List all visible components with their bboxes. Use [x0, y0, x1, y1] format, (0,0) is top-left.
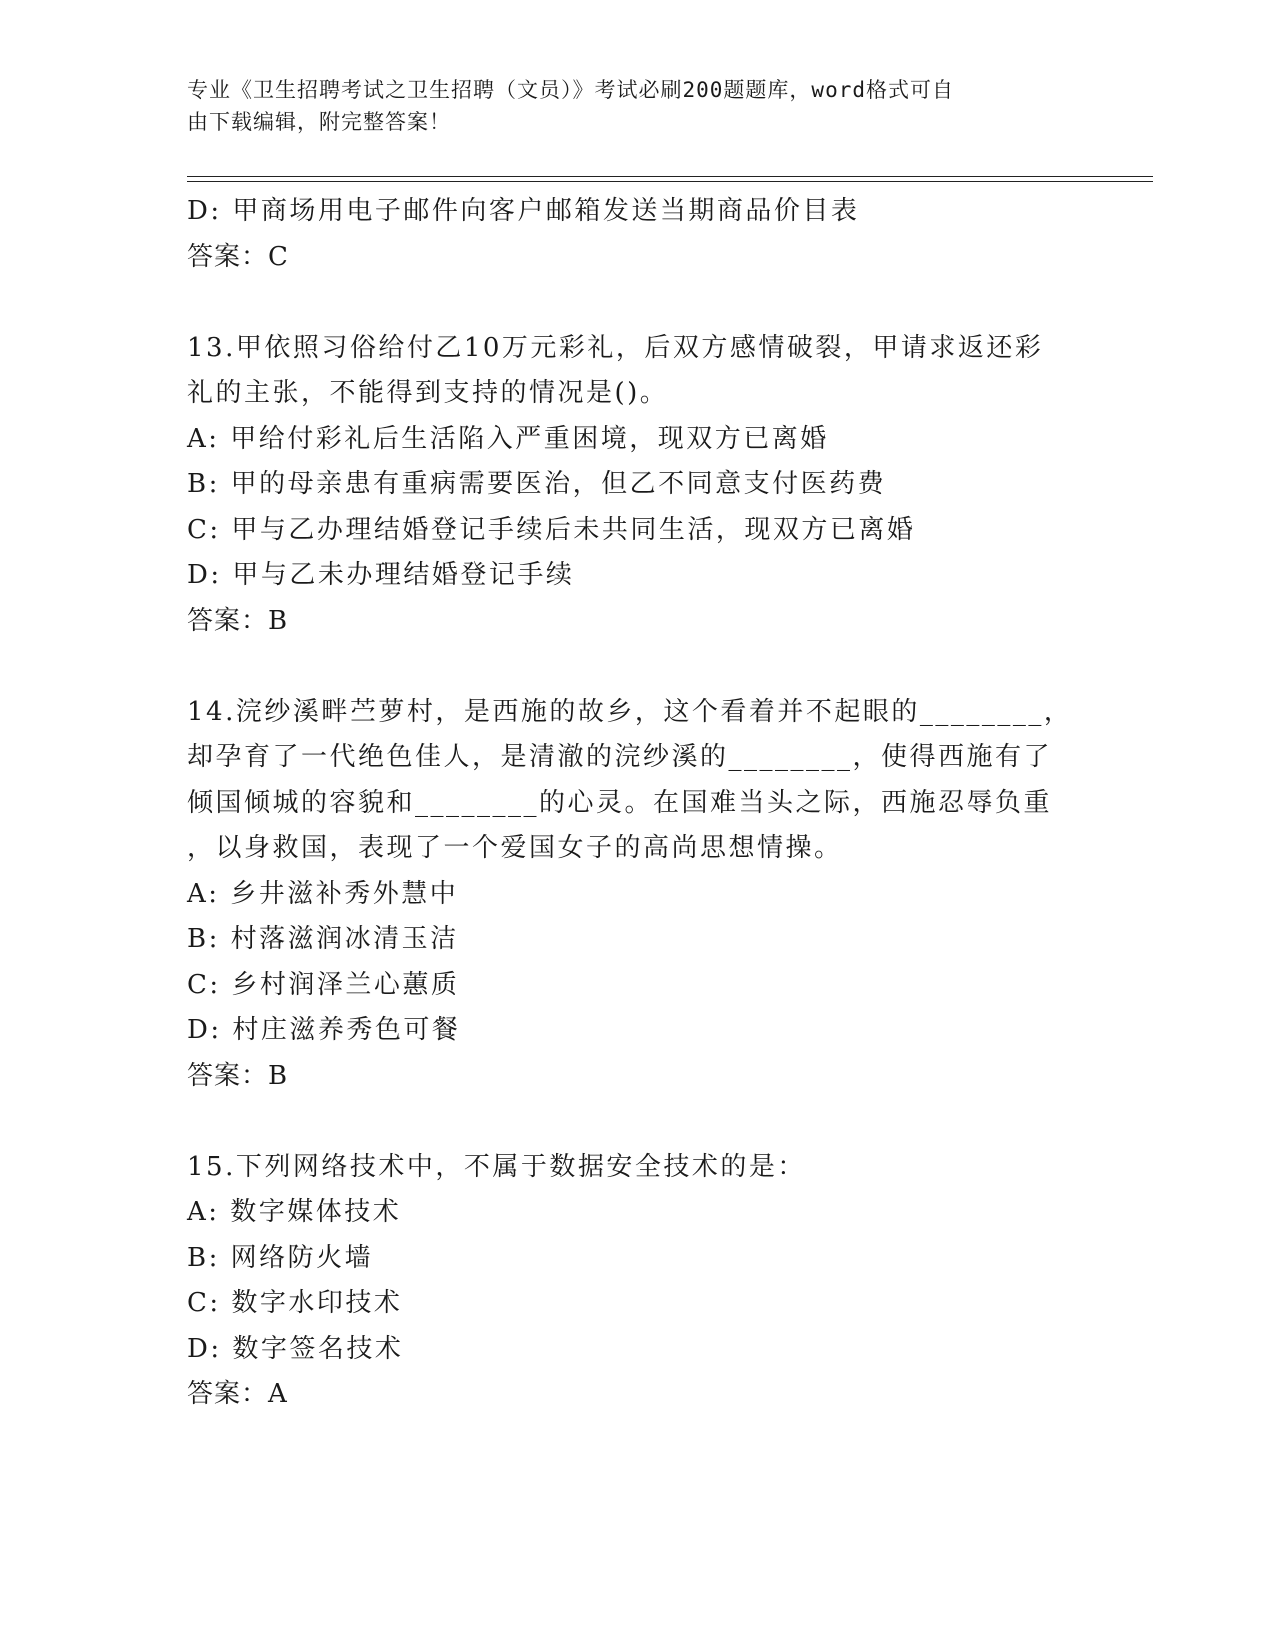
question-stem-line: 倾国倾城的容貌和________的心灵。在国难当头之际，西施忍辱负重: [187, 787, 1053, 818]
question-13: [187, 326, 1087, 645]
question-stem-line: 15.下列网络技术中，不属于数据安全技术的是：: [187, 1151, 806, 1182]
option-d: D: 甲商场用电子邮件向客户邮箱发送当期商品价目表: [187, 196, 860, 226]
prev-question-tail: [187, 189, 1087, 280]
option-a: A: 乡井滋补秀外慧中: [187, 878, 459, 909]
question-stem-line: 13.甲依照习俗给付乙10万元彩礼，后双方感情破裂，甲请求返还彩: [187, 332, 1044, 363]
option-a: A: 甲给付彩礼后生活陷入严重困境，现双方已离婚: [187, 423, 829, 454]
question-stem-line: ，以身救国，表现了一个爱国女子的高尚思想情操。: [187, 833, 843, 863]
option-b: B: 网络防火墙: [187, 1242, 374, 1273]
question-15: [187, 1145, 1087, 1418]
answer-line: 答案：B: [187, 1060, 289, 1091]
header-line-2: 由下载编辑，附完整答案！: [187, 110, 451, 134]
header-divider-bottom: [187, 181, 1153, 182]
answer-line: 答案：C: [187, 241, 289, 272]
header-line-1: 专业《卫生招聘考试之卫生招聘（文员）》考试必刷200题题库，word格式可自: [187, 78, 954, 102]
option-d: D: 数字签名技术: [187, 1333, 404, 1364]
option-c: C: 甲与乙办理结婚登记手续后未共同生活，现双方已离婚: [187, 514, 916, 545]
document-header-note: [187, 74, 1067, 138]
question-stem-line: 却孕育了一代绝色佳人，是清澈的浣纱溪的________，使得西施有了: [187, 742, 1053, 772]
option-c: C: 乡村润泽兰心蕙质: [187, 969, 460, 1000]
answer-line: 答案：A: [187, 1379, 288, 1409]
option-b: B: 甲的母亲患有重病需要医治，但乙不同意支付医药费: [187, 469, 887, 499]
question-content: [187, 189, 1087, 1418]
question-14: [187, 690, 1087, 1100]
option-d: D: 村庄滋养秀色可餐: [187, 1015, 461, 1045]
header-divider-top: [187, 176, 1153, 177]
option-b: B: 村落滋润冰清玉洁: [187, 924, 459, 954]
question-stem-line: 礼的主张，不能得到支持的情况是()。: [187, 378, 669, 408]
option-d: D: 甲与乙未办理结婚登记手续: [187, 560, 575, 590]
question-stem-line: 14.浣纱溪畔苎萝村，是西施的故乡，这个看着并不起眼的________，: [187, 696, 1073, 727]
option-c: C: 数字水印技术: [187, 1288, 403, 1318]
option-a: A: 数字媒体技术: [187, 1197, 402, 1227]
answer-line: 答案：B: [187, 605, 289, 636]
